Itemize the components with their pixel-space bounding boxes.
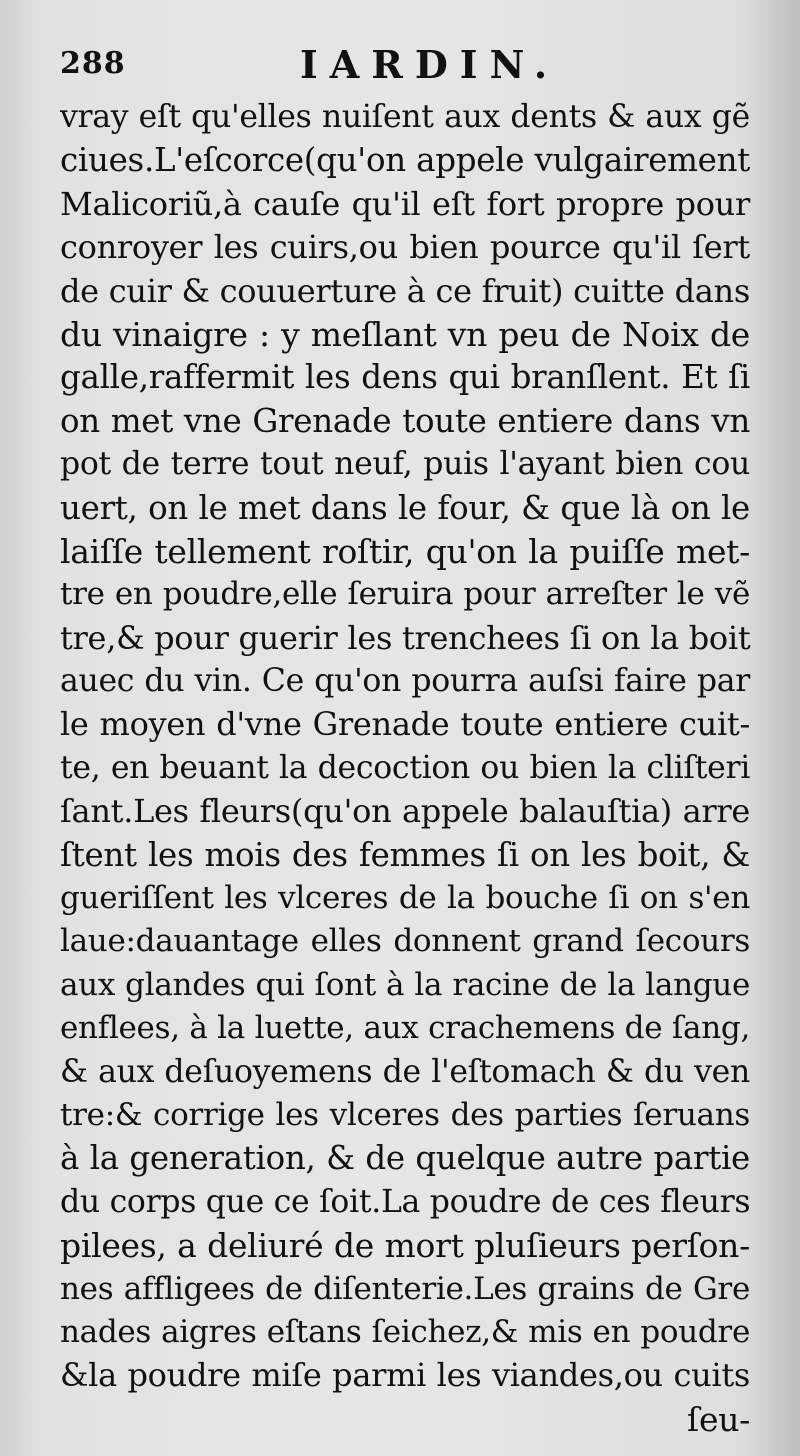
text-line: conroyer les cuirs,ou bien pource qu'il ſert <box>60 228 750 267</box>
text-line: vray eſt qu'elles nuiſent aux dents & aux gẽ <box>60 99 750 135</box>
body-text <box>60 96 750 1441</box>
text-line: pot de terre tout neuf, puis l'ayant bien cou <box>60 446 750 483</box>
text-line: tre en poudre,elle ſeruira pour arreſter le vẽ <box>60 576 750 613</box>
text-line: ſtent les mois des femmes ſi on les boit, & <box>60 835 750 874</box>
text-line: nades aigres eſtans ſeichez,& mis en poudre <box>60 1313 750 1350</box>
text-line: nes affligees de diſenterie.Les grains de Gre <box>60 1270 750 1307</box>
text-line: &la poudre miſe parmi les viandes,ou cuits <box>60 1356 750 1395</box>
text-line: le moyen d'vne Grenade toute entiere cuit- <box>60 705 750 744</box>
page-header <box>60 40 760 86</box>
text-line: gueriſſent les vlceres de la bouche ſi on s'en <box>60 880 750 917</box>
text-line: tre:& corrige les vlceres des parties ſeruans <box>60 1096 750 1133</box>
text-line: aux glandes qui ſont à la racine de la langue <box>60 966 750 1003</box>
text-line: du corps que ce ſoit.La poudre de ces fleurs <box>60 1183 751 1220</box>
text-line: ſant.Les fleurs(qu'on appele balauſtia) arre <box>60 792 750 831</box>
text-line: enflees, à la luette, aux crachemens de ſang, <box>60 1010 750 1047</box>
text-line: ciues.L'eſcorce(qu'on appele vulgairement <box>60 141 750 180</box>
text-line: du vinaigre : y meſlant vn peu de Noix de <box>60 314 750 354</box>
text-line: uert, on le met dans le four, & que là on le <box>60 488 750 527</box>
text-line: tre,& pour guerir les trenchees ſi on la boit <box>60 618 751 657</box>
text-line: de cuir & couuerture à ce fruit) cuitte dans <box>60 271 750 310</box>
text-line: on met vne Grenade toute entiere dans vn <box>60 401 750 440</box>
catchword: ſeu- <box>687 1399 750 1439</box>
text-line: laiſſe tellement roſtir, qu'on la puiſſe met- <box>60 531 750 571</box>
text-line: & aux deſuoyemens de l'eſtomach & du ven <box>60 1053 750 1090</box>
text-line: galle,raffermit les dens qui branſlent. Et ſi <box>60 358 750 397</box>
text-line: à la generation, & de quelque autre partie <box>60 1139 750 1178</box>
text-line: auec du vin. Ce qu'on pourra auſsi faire par <box>60 663 750 700</box>
text-line: Malicoriũ,à cauſe qu'il eſt fort propre pour <box>60 184 750 223</box>
page-number: 288 <box>60 46 126 81</box>
running-head: IARDIN. <box>300 42 560 87</box>
text-line: laue:dauantage elles donnent grand ſecours <box>60 923 750 960</box>
text-line: pilees, a deliuré de mort pluſieurs perſon- <box>60 1226 750 1266</box>
text-line: te, en beuant la decoction ou bien la cliſteri <box>60 749 750 786</box>
